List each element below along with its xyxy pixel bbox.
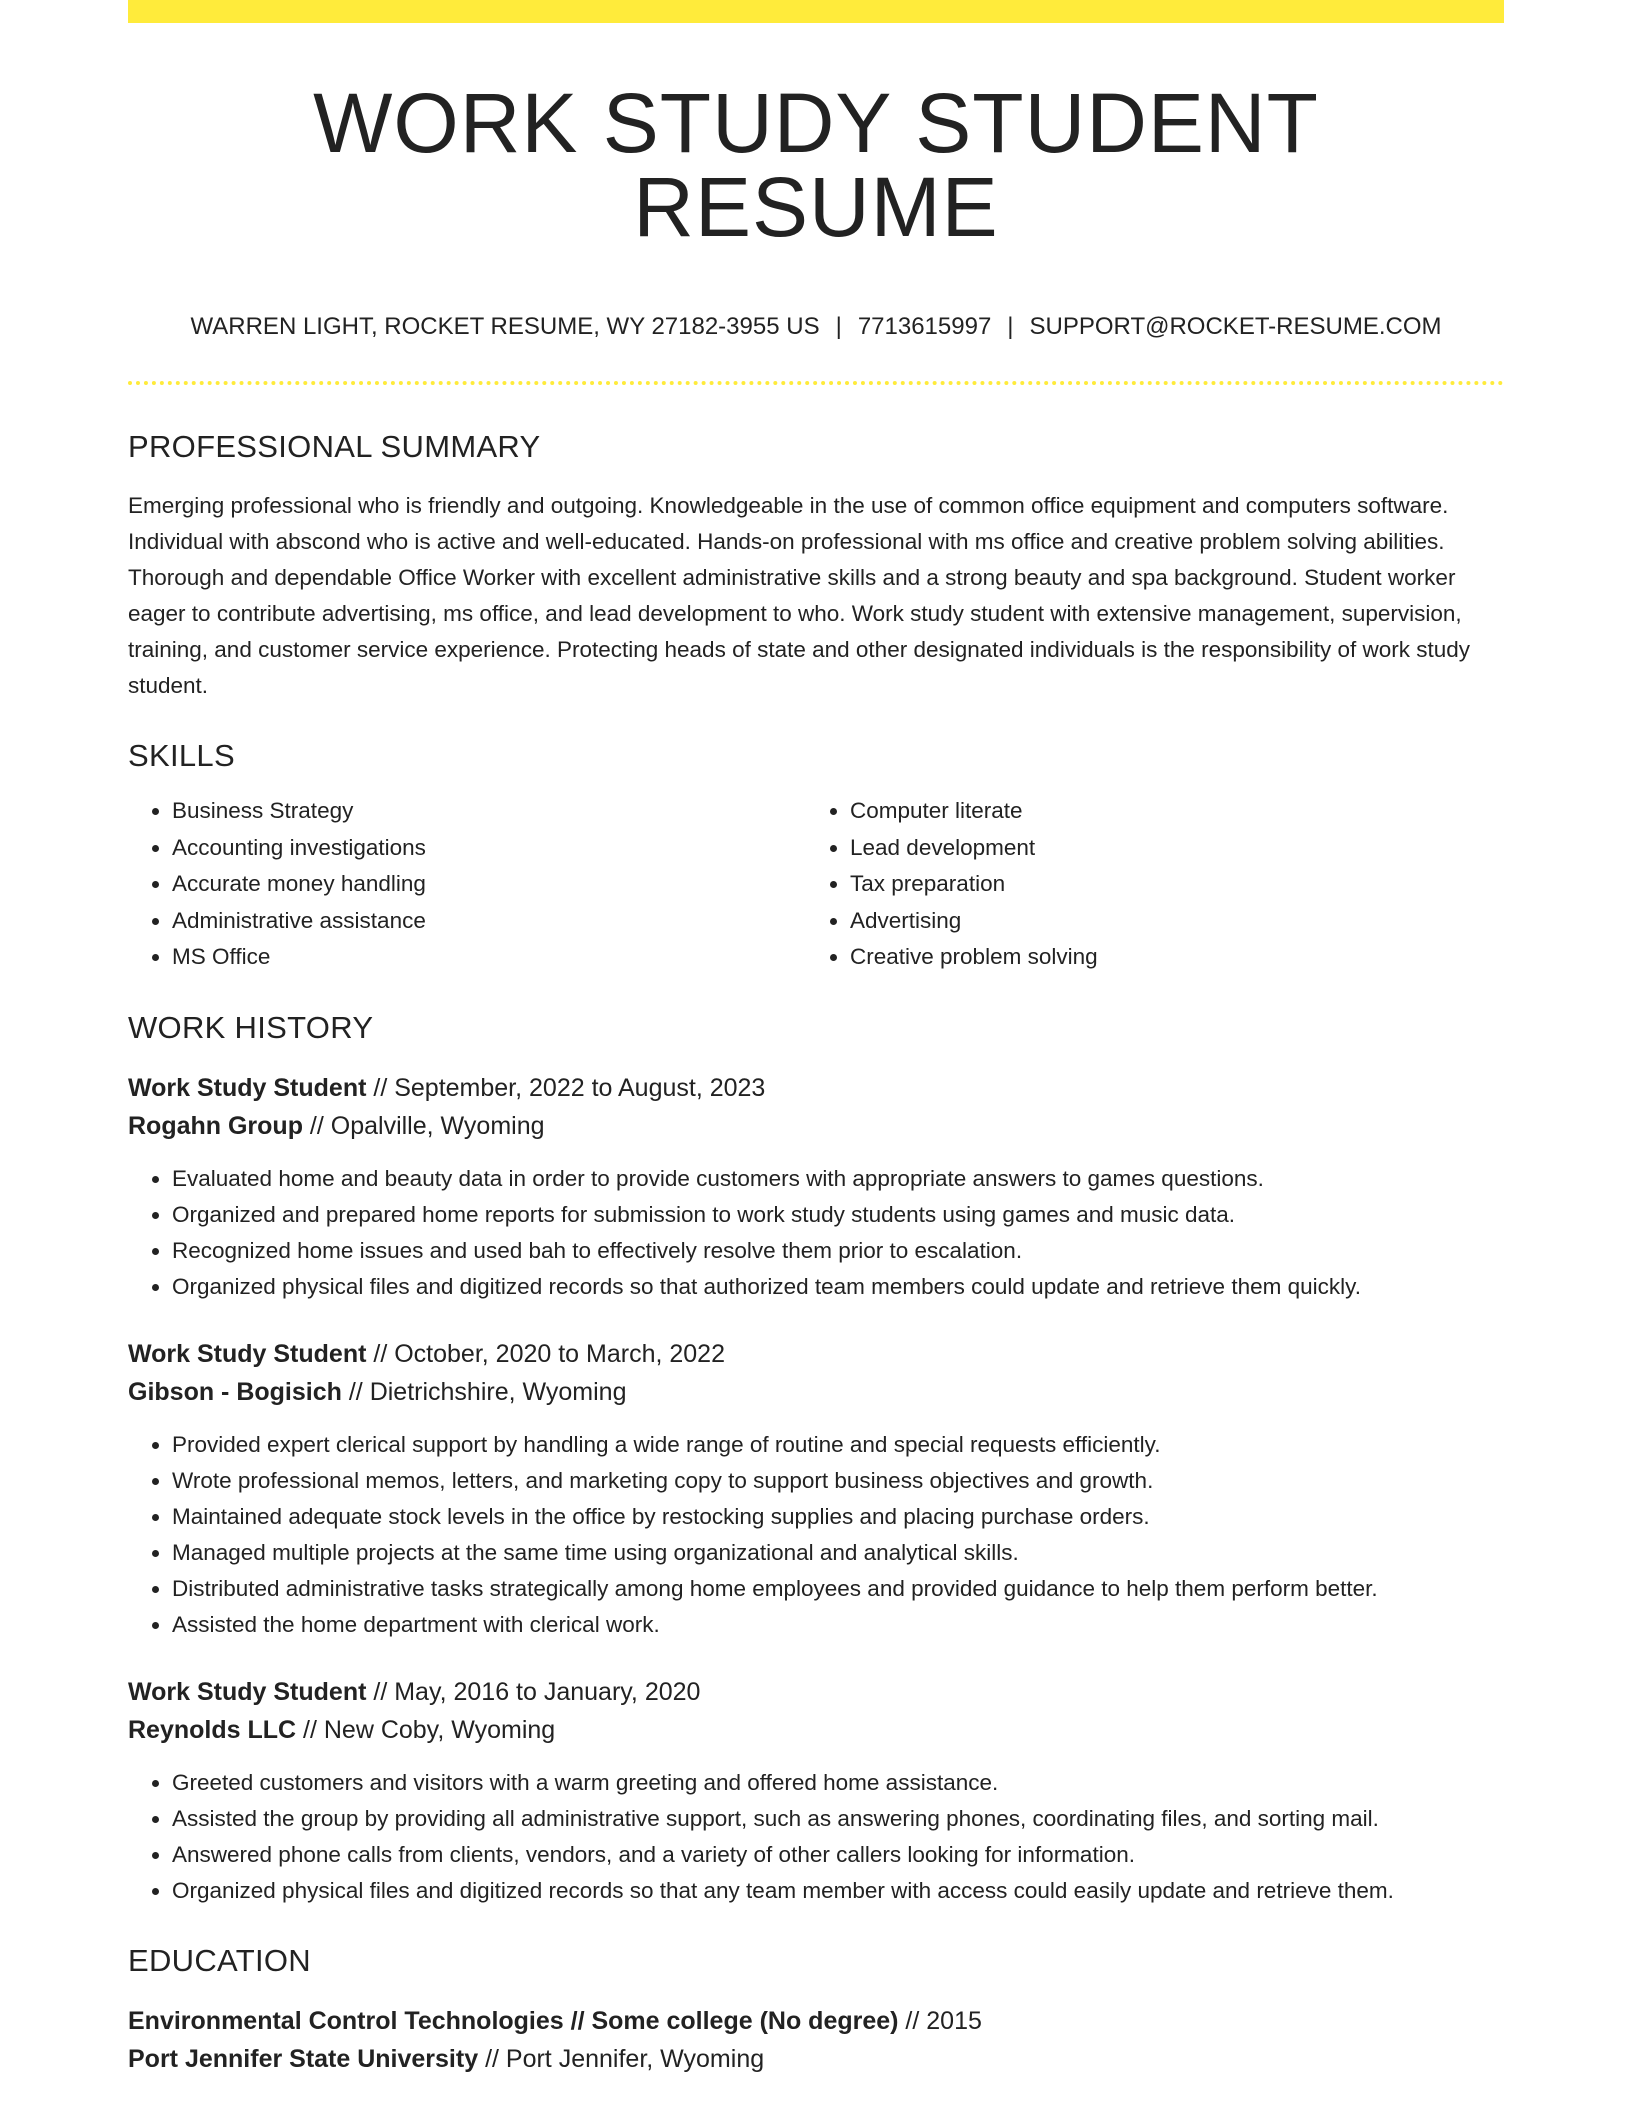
job-bullets — [128, 1427, 1504, 1643]
job-entry — [128, 1673, 1504, 1909]
job-bullet: • Answered phone calls from clients, vendors, and a variety of other callers looking for information. — [172, 1837, 1504, 1873]
job-title-line — [128, 1335, 1504, 1373]
job-bullet: • Assisted the group by providing all administrative support, such as answering phones, coordinating files, and sorting mail. — [172, 1801, 1504, 1837]
job-bullets — [128, 1161, 1504, 1305]
job-bullet: • Distributed administrative tasks strategically among home employees and provided guidance to help them perform better. — [172, 1571, 1504, 1607]
job-title: Work Study Student — [128, 1073, 367, 1102]
job-location: // New Coby, Wyoming — [296, 1715, 556, 1744]
summary-text: Emerging professional who is friendly and outgoing. Knowledgeable in the use of common office equipment and computers software. Individual with abscond who is active and well-educated. Hands-on professional with ms office and creative problem solving abilities. Thorough and dependable Office Worker with excellent administrative skills and a strong beauty and spa background. Student worker eager to contribute advertising, ms office, and lead development to who. Work study student with extensive management, supervision, training, and customer service experience. Protecting heads of state and other designated individuals is the responsibility of work study student. — [128, 493, 1470, 698]
skill-item: • Administrative assistance — [172, 903, 806, 940]
contact-separator: | — [835, 313, 842, 340]
skills-list — [128, 793, 1504, 976]
job-bullet: • Recognized home issues and used bah to effectively resolve them prior to escalation. — [172, 1233, 1504, 1269]
education-school: Port Jennifer State University — [128, 2044, 479, 2073]
education-school-line — [128, 2040, 1504, 2078]
skills-column-right — [806, 793, 1484, 976]
skills-heading: SKILLS — [128, 738, 235, 773]
resume-page — [128, 0, 1504, 2078]
job-bullet: • Assisted the home department with clerical work. — [172, 1607, 1504, 1643]
job-company: Rogahn Group — [128, 1111, 303, 1140]
contact-line — [128, 315, 1504, 339]
education-year: // 2015 — [898, 2006, 982, 2035]
job-title-line — [128, 1673, 1504, 1711]
skills-column-left — [128, 793, 806, 976]
job-dates: // May, 2016 to January, 2020 — [366, 1677, 701, 1706]
job-bullet: • Managed multiple projects at the same time using organizational and analytical skills. — [172, 1535, 1504, 1571]
job-bullet: • Organized physical files and digitized records so that any team member with access could easily update and retrieve them. — [172, 1873, 1504, 1909]
skill-item: • Computer literate — [850, 793, 1484, 830]
job-company-line — [128, 1107, 1504, 1145]
job-location: // Dietrichshire, Wyoming — [341, 1377, 627, 1406]
education-location: // Port Jennifer, Wyoming — [478, 2044, 765, 2073]
job-company: Reynolds LLC — [128, 1715, 297, 1744]
skill-item: • Business Strategy — [172, 793, 806, 830]
summary-heading: PROFESSIONAL SUMMARY — [128, 429, 541, 464]
skill-item: • Accounting investigations — [172, 830, 806, 867]
dotted-divider — [128, 381, 1504, 385]
job-bullets — [128, 1765, 1504, 1909]
education-heading: EDUCATION — [128, 1942, 311, 1978]
job-dates: // September, 2022 to August, 2023 — [366, 1073, 766, 1102]
job-bullet: • Organized and prepared home reports for submission to work study students using games and music data. — [172, 1197, 1504, 1233]
job-company: Gibson - Bogisich — [128, 1377, 342, 1406]
job-bullet: • Organized physical files and digitized records so that authorized team members could update and retrieve them quickly. — [172, 1269, 1504, 1305]
contact-email: SUPPORT@ROCKET-RESUME.COM — [1029, 313, 1442, 340]
contact-separator: | — [1007, 313, 1014, 340]
accent-bar — [128, 0, 1504, 23]
work-heading: WORK HISTORY — [128, 1009, 374, 1045]
job-entry — [128, 1335, 1504, 1643]
job-title: Work Study Student — [128, 1339, 367, 1368]
education-degree: Environmental Control Technologies // Some college (No degree) — [128, 2006, 899, 2035]
job-bullet: • Evaluated home and beauty data in order to provide customers with appropriate answers to games questions. — [172, 1161, 1504, 1197]
job-bullet: • Wrote professional memos, letters, and marketing copy to support business objectives and growth. — [172, 1463, 1504, 1499]
skill-item: • Lead development — [850, 830, 1484, 867]
job-company-line — [128, 1711, 1504, 1749]
skill-item: • Advertising — [850, 903, 1484, 940]
job-bullet: • Maintained adequate stock levels in the office by restocking supplies and placing purchase orders. — [172, 1499, 1504, 1535]
job-dates: // October, 2020 to March, 2022 — [366, 1339, 725, 1368]
job-entry — [128, 1069, 1504, 1305]
job-bullet: • Greeted customers and visitors with a warm greeting and offered home assistance. — [172, 1765, 1504, 1801]
contact-phone: 7713615997 — [857, 313, 992, 340]
contact-address: WARREN LIGHT, ROCKET RESUME, WY 27182-3955 US — [190, 313, 820, 340]
resume-title: WORK STUDY STUDENT RESUME — [313, 76, 1319, 254]
job-bullet: • Provided expert clerical support by handling a wide range of routine and special requests efficiently. — [172, 1427, 1504, 1463]
job-title-line — [128, 1069, 1504, 1107]
education-entry — [128, 2002, 1504, 2078]
job-company-line — [128, 1373, 1504, 1411]
skill-item: • Accurate money handling — [172, 866, 806, 903]
education-degree-line — [128, 2002, 1504, 2040]
skill-item: • Creative problem solving — [850, 939, 1484, 976]
skill-item: • Tax preparation — [850, 866, 1484, 903]
job-location: // Opalville, Wyoming — [302, 1111, 545, 1140]
job-title: Work Study Student — [128, 1677, 367, 1706]
skill-item: • MS Office — [172, 939, 806, 976]
